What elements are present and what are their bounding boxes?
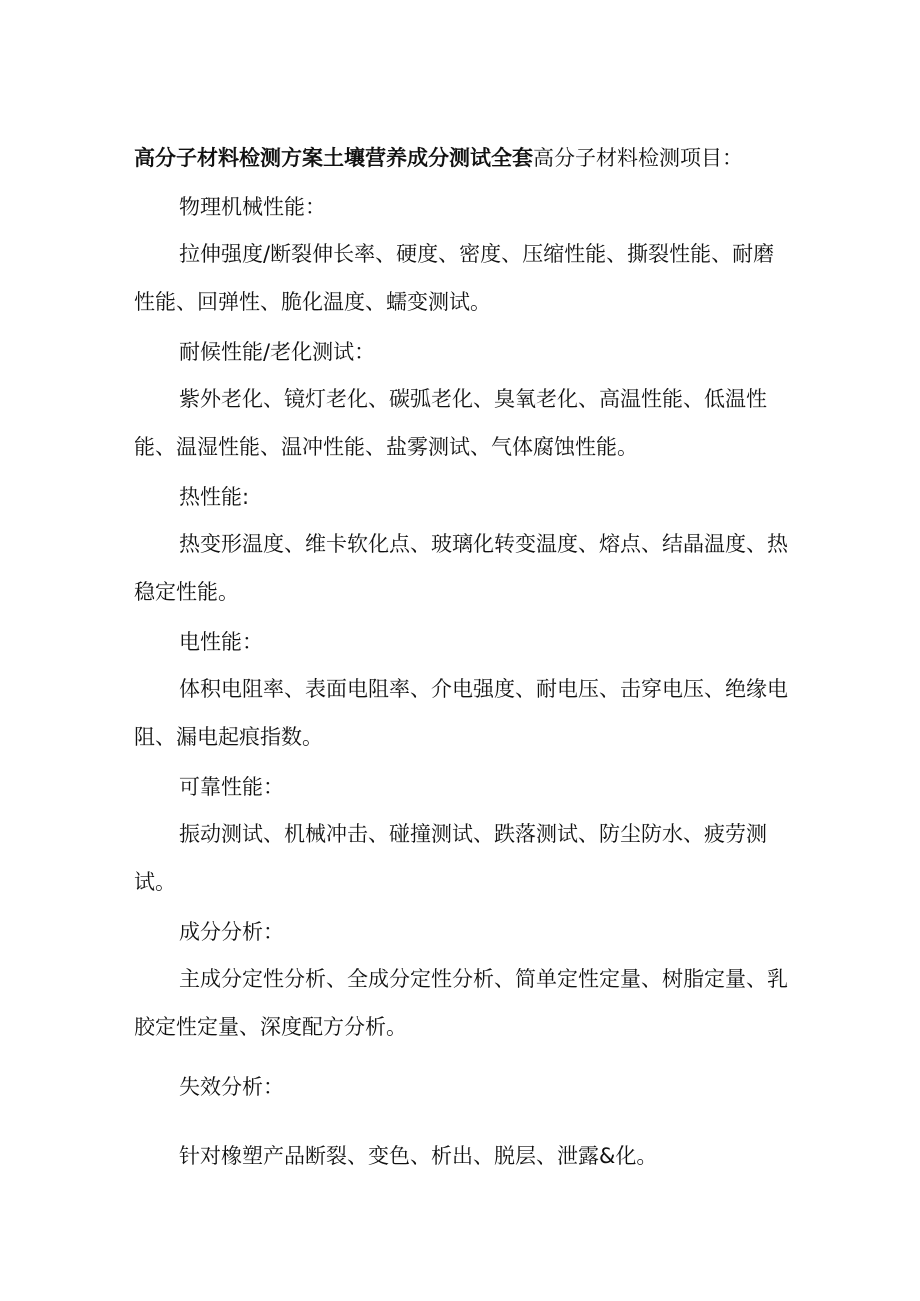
section-heading-electrical: 电性能：: [179, 630, 263, 654]
section-heading-composition: 成分分析：: [179, 920, 284, 944]
section-heading-weathering: 耐候性能/老化测试：: [179, 340, 376, 364]
section-heading-failure: 失效分析：: [179, 1075, 284, 1099]
section-body-weathering: 紫外老化、镜灯老化、碳弧老化、臭氧老化、高温性能、低温性能、温湿性能、温冲性能、盐雾测试、气体腐蚀性能。: [134, 387, 767, 459]
section-body-mechanical: 拉伸强度/断裂伸长率、硬度、密度、压缩性能、撕裂性能、耐磨性能、回弹性、脆化温度、蠕变测试。: [134, 242, 775, 314]
section-heading-thermal: 热性能:: [179, 485, 250, 509]
section-body-failure: 针对橡塑产品断裂、变色、析出、脱层、泄露&化。: [179, 1144, 658, 1168]
document-title: 高分子材料检测方案土壤营养成分测试全套: [134, 146, 533, 170]
section-body-electrical: 体积电阻率、表面电阻率、介电强度、耐电压、击穿电压、绝缘电阻、漏电起痕指数。: [134, 677, 788, 749]
document-subtitle: 高分子材料检测项目：: [533, 146, 743, 170]
section-body-reliability: 振动测试、机械冲击、碰撞测试、跌落测试、防尘防水、疲劳测试。: [134, 822, 767, 894]
section-body-composition: 主成分定性分析、全成分定性分析、简单定性定量、树脂定量、乳胶定性定量、深度配方分析。: [134, 967, 788, 1039]
section-body-thermal: 热变形温度、维卡软化点、玻璃化转变温度、熔点、结晶温度、热稳定性能。: [134, 532, 788, 604]
section-heading-reliability: 可靠性能：: [179, 775, 284, 799]
section-heading-mechanical: 物理机械性能：: [179, 195, 326, 219]
document-title-line: [134, 144, 834, 172]
